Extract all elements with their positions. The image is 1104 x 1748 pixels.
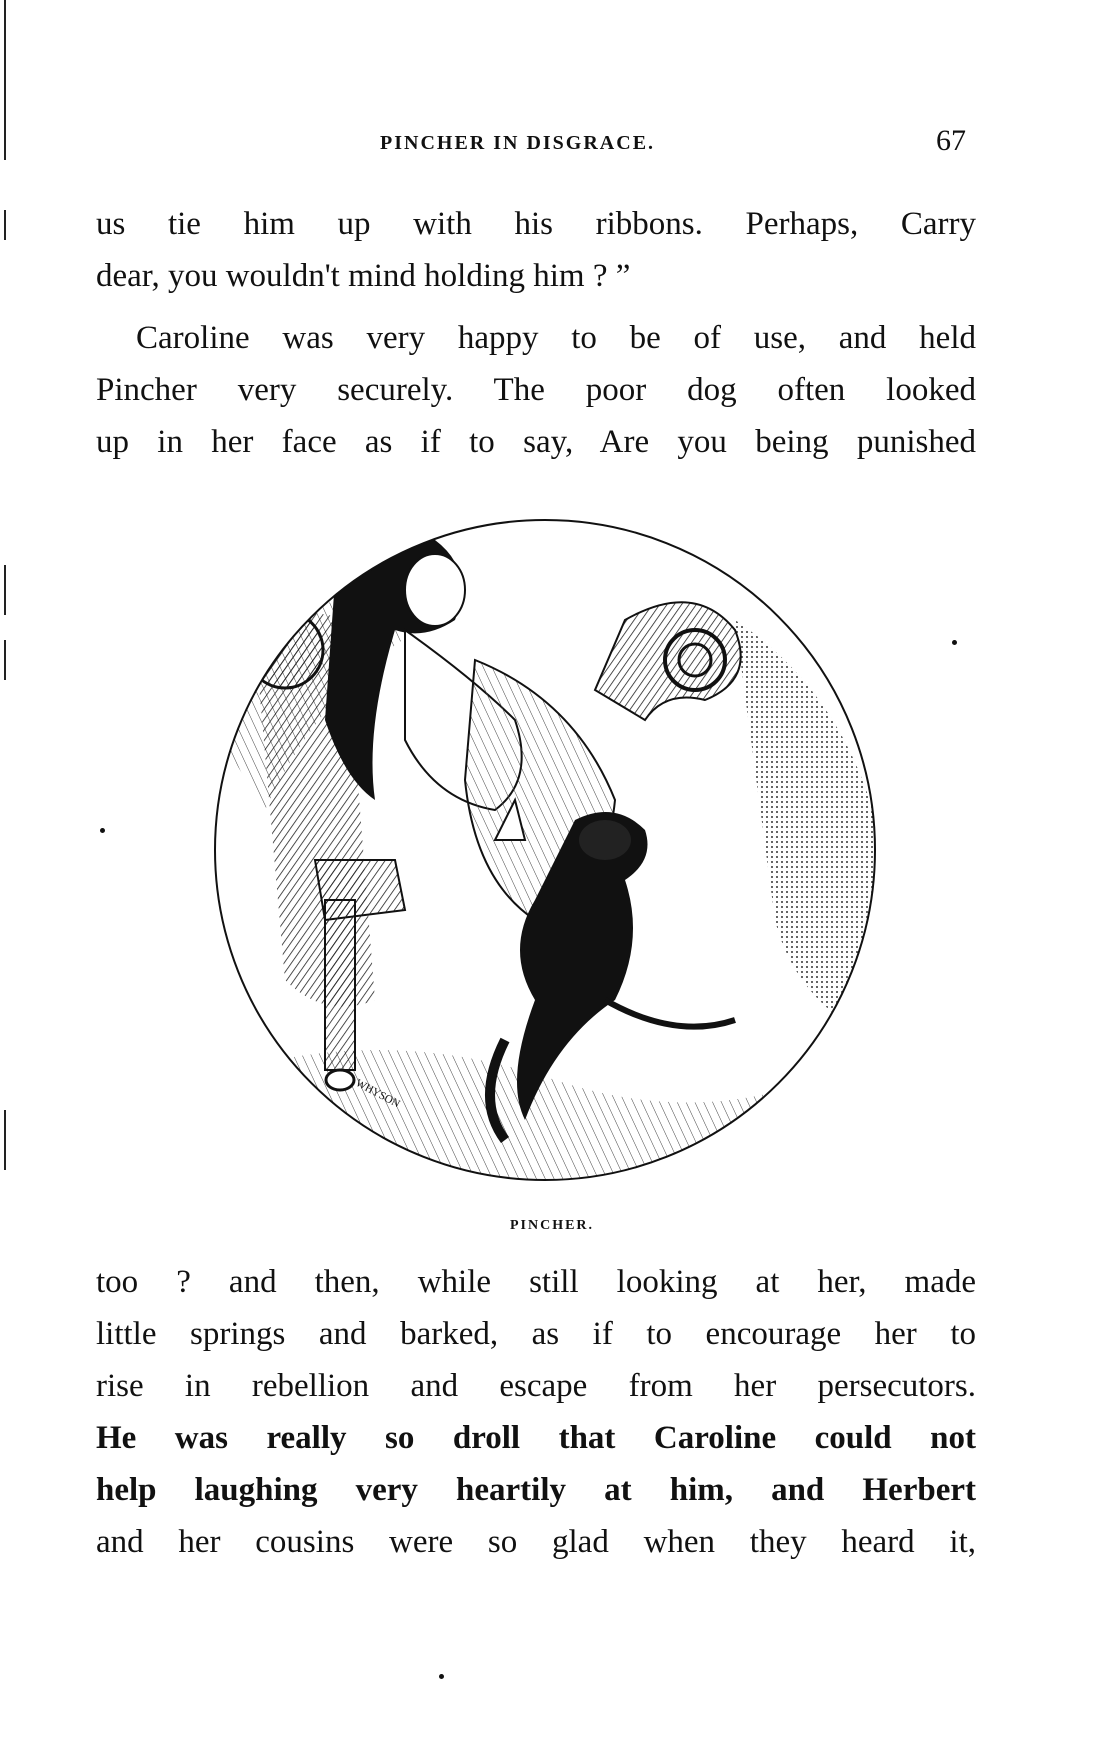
text-line: help laughing very heartily at him, and Herbert [96, 1472, 976, 1508]
illustration-caption: PINCHER. [509, 1218, 595, 1233]
text-line: and her cousins were so glad when they heard it, [96, 1524, 976, 1560]
text-line: too ? and then, while still looking at her, made [96, 1264, 976, 1300]
text-line: up in her face as if to say, Are you being punished [96, 424, 976, 460]
text-line: us tie him up with his ribbons. Perhaps, Carry [96, 206, 976, 242]
page-number: 67 [936, 124, 966, 157]
text-line: little springs and barked, as if to encourage her to [96, 1316, 976, 1352]
running-head [0, 124, 1104, 162]
paragraph-2 [96, 312, 976, 468]
text-line: dear, you wouldn't mind holding him ? ” [96, 258, 631, 294]
scan-edge-mark [4, 0, 6, 1748]
speck-mark [439, 1674, 444, 1679]
paragraph-1 [96, 198, 976, 302]
text-line: Caroline was very happy to be of use, and held [136, 320, 976, 356]
running-title: PINCHER IN DISGRACE. [380, 132, 656, 154]
speck-mark [952, 640, 957, 645]
circular-engraving-illustration [175, 480, 915, 1220]
text-line: He was really so droll that Caroline could not [96, 1420, 976, 1456]
engraver-signature: WHYSON [353, 1077, 402, 1111]
text-line: rise in rebellion and escape from her persecutors. [96, 1368, 976, 1404]
paragraph-3 [96, 1256, 976, 1568]
speck-mark [100, 828, 105, 833]
text-line: Pincher very securely. The poor dog often looked [96, 372, 976, 408]
